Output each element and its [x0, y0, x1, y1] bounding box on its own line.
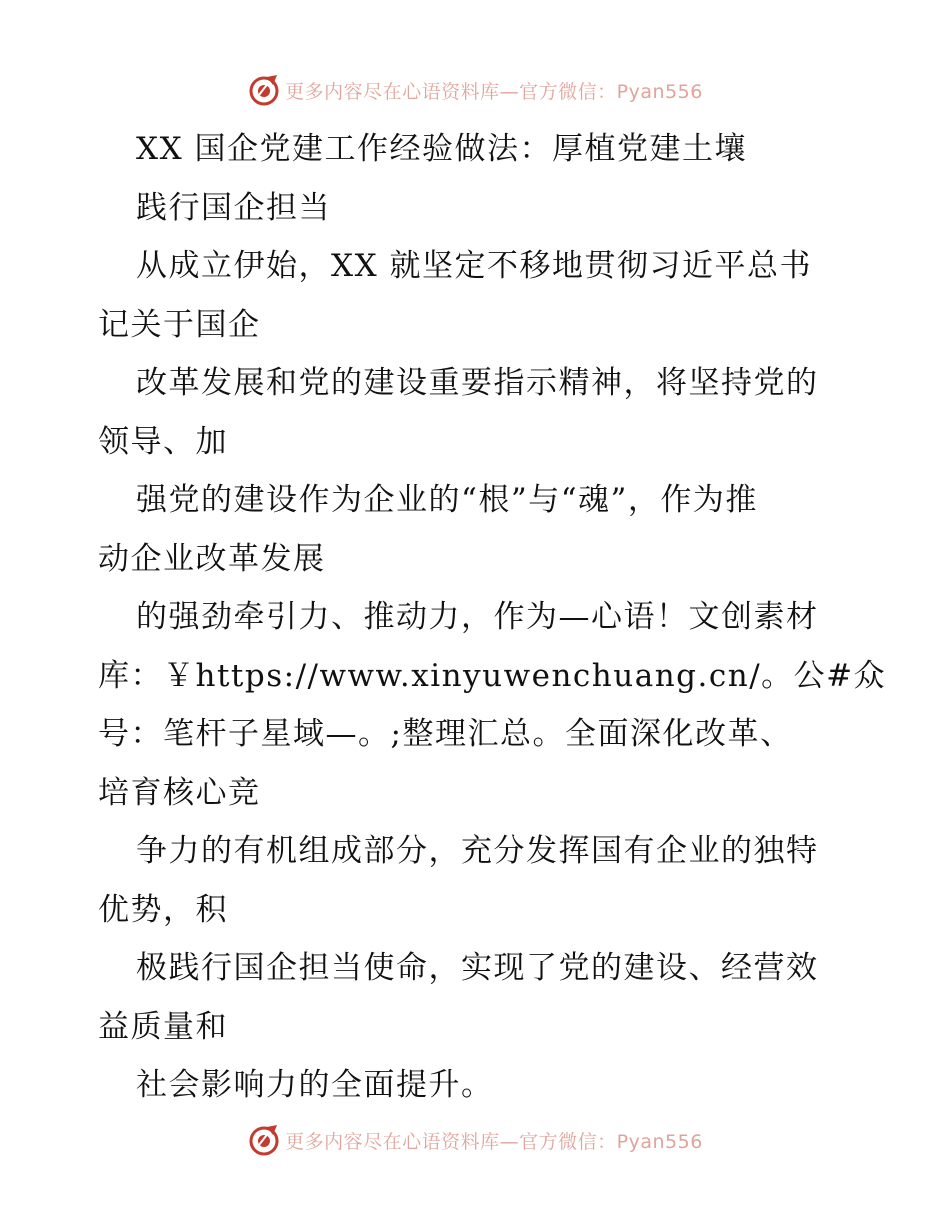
body-line: 库：￥https://www.xinyuwenchuang.cn/。公#众 [98, 657, 887, 694]
pen-logo-icon [247, 73, 281, 107]
footer-banner [0, 1120, 950, 1160]
body-line: 号：笔杆子星域—。;整理汇总。全面深化改革、 [98, 716, 793, 752]
body-line: 改革发展和党的建设重要指示精神，将坚持党的 [136, 365, 819, 401]
banner-text: 更多内容尽在心语资料库—官方微信：Pyan556 [285, 80, 703, 103]
body-line: 动企业改革发展 [98, 540, 326, 577]
body-line: 从成立伊始，XX 就坚定不移地贯彻习近平总书 [136, 248, 812, 284]
document-body [98, 120, 887, 1115]
banner-text: 更多内容尽在心语资料库—官方微信：Pyan556 [285, 1130, 703, 1153]
document-title-line-2: 践行国企担当 [136, 189, 331, 226]
document-title-line-1: XX 国企党建工作经验做法：厚植党建土壤 [136, 131, 747, 167]
body-line: 领导、加 [98, 423, 228, 460]
body-line: 社会影响力的全面提升。 [136, 1067, 494, 1103]
body-line: 优势，积 [98, 891, 228, 928]
body-line: 强党的建设作为企业的“根”与“魂”，作为推 [136, 482, 758, 518]
body-line: 极践行国企担当使命，实现了党的建设、经营效 [136, 950, 819, 986]
body-line: 培育核心竞 [98, 774, 261, 811]
body-line: 的强劲牵引力、推动力，作为—心语！文创素材 [136, 599, 819, 635]
body-line: 益质量和 [98, 1008, 228, 1045]
header-banner [0, 70, 950, 110]
pen-logo-icon [247, 1123, 281, 1157]
body-line: 记关于国企 [98, 306, 261, 343]
body-line: 争力的有机组成部分，充分发挥国有企业的独特 [136, 833, 819, 869]
